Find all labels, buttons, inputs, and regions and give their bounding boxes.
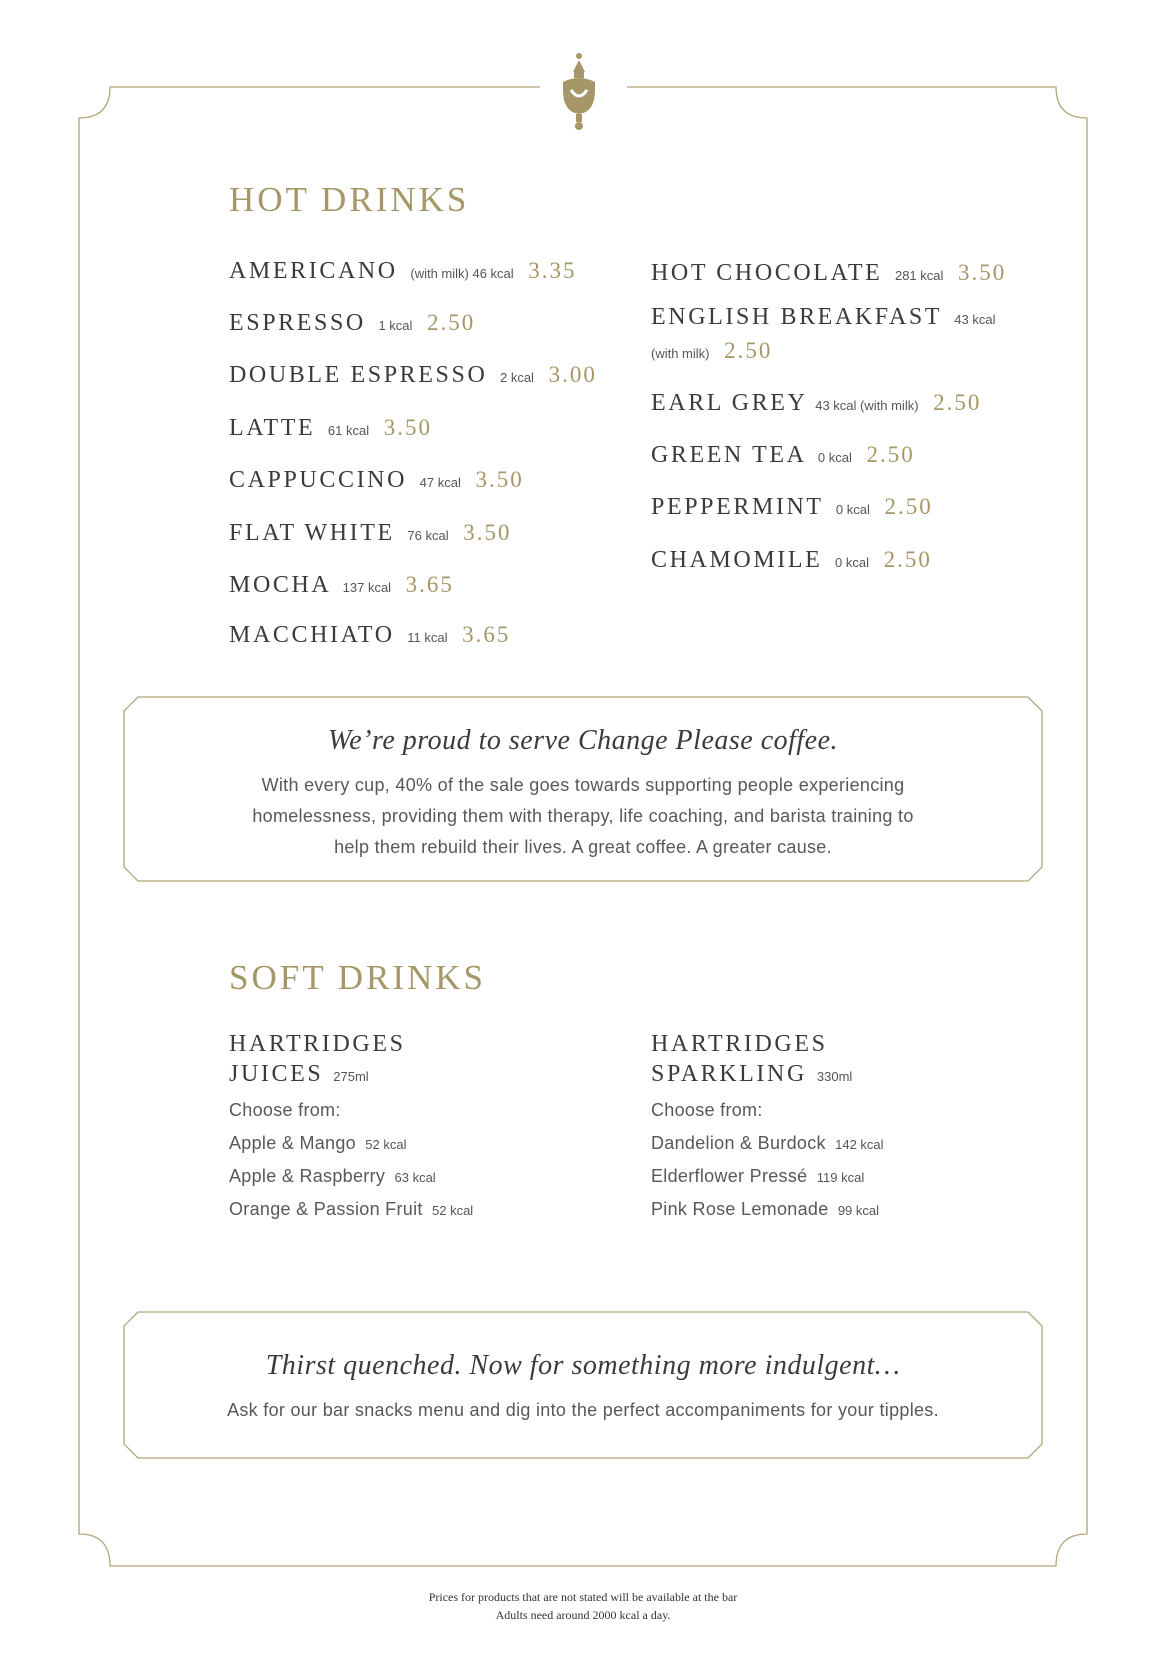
item-kcal: 1 kcal [378,318,413,333]
item-price: 3.50 [475,467,524,492]
item-name: ESPRESSO [229,310,366,336]
item-name: LATTE [229,415,316,441]
option-name: Dandelion & Burdock [651,1133,826,1153]
sparkling-title-line2 [651,1059,852,1092]
option-kcal: 63 kcal [394,1170,436,1185]
sparkling-title-word: SPARKLING [651,1061,807,1087]
item-kcal: 61 kcal [327,423,370,438]
menu-item-english-breakfast-price-line [651,336,772,369]
option-kcal: 99 kcal [837,1203,880,1218]
item-name: MOCHA [229,572,331,598]
footer-line: Adults need around 2000 kcal a day. [495,1608,671,1622]
item-price: 2.50 [933,390,982,415]
menu-item-macchiato [229,620,510,653]
item-price: 3.50 [958,260,1007,285]
menu-item-peppermint [651,492,933,525]
menu-item-americano [229,256,577,289]
item-name: PEPPERMINT [651,494,824,520]
footer-notes [0,1588,1166,1624]
item-note: (with milk) [651,346,710,361]
sparkling-size: 330ml [816,1069,853,1084]
item-name: HOT CHOCOLATE [651,260,883,286]
juice-option [229,1166,436,1187]
item-name: CHAMOMILE [651,547,823,573]
item-name: MACCHIATO [229,622,395,648]
coffee-box-line: With every cup, 40% of the sale goes towards supporting people experiencing [261,775,905,795]
item-kcal: 76 kcal [407,528,449,543]
juices-size: 275ml [333,1069,369,1084]
item-price: 3.50 [383,415,432,440]
item-name: FLAT WHITE [229,520,395,546]
item-kcal: 47 kcal [419,475,461,490]
menu-item-flat-white [229,518,511,551]
juice-option [229,1199,473,1220]
item-price: 3.35 [528,258,577,283]
item-name: AMERICANO [229,258,398,284]
option-kcal: 52 kcal [432,1203,474,1218]
juice-option [229,1133,407,1154]
item-kcal: 43 kcal (with milk) [815,398,919,413]
sparkling-option [651,1133,884,1154]
item-kcal: 0 kcal [817,450,852,465]
menu-item-espresso [229,308,475,341]
item-name: DOUBLE ESPRESSO [229,362,488,388]
snacks-box-text: Ask for our bar snacks menu and dig into the perfect accompaniments for your tipples. [227,1400,939,1420]
item-price: 2.50 [883,547,932,572]
option-name: Elderflower Pressé [651,1166,808,1186]
footer-line: Prices for products that are not stated will be available at the bar [428,1590,738,1604]
menu-item-double-espresso [229,360,597,393]
option-kcal: 142 kcal [835,1137,884,1152]
item-name: EARL GREY [651,390,807,416]
juices-title-word: JUICES [229,1061,324,1087]
option-name: Orange & Passion Fruit [229,1199,423,1219]
door-knocker-icon [555,52,603,132]
menu-item-hot-chocolate [651,258,1006,291]
coffee-box-line: help them rebuild their lives. A great coffee. A greater cause. [334,837,832,857]
item-price: 2.50 [427,310,476,335]
coffee-box-line: homelessness, providing them with therapy, life coaching, and barista training to [252,806,914,826]
item-price: 2.50 [724,338,773,363]
item-price: 3.65 [462,622,511,647]
item-kcal: 0 kcal [835,555,869,570]
item-kcal: 2 kcal [499,370,534,385]
item-kcal: 281 kcal [894,268,944,283]
option-kcal: 52 kcal [365,1137,407,1152]
menu-item-cappuccino [229,465,524,498]
snacks-box-border [124,1312,1042,1458]
menu-item-chamomile [651,545,932,578]
item-kcal: (with milk) 46 kcal [410,266,514,281]
option-name: Pink Rose Lemonade [651,1199,829,1219]
coffee-box-title: We’re proud to serve Change Please coffee. [327,725,839,756]
sparkling-option [651,1166,864,1187]
item-kcal: 137 kcal [342,580,392,595]
menu-item-mocha [229,570,454,603]
coffee-box-text [183,770,983,863]
item-price: 3.65 [405,572,454,597]
menu-item-earl-grey [651,388,981,421]
juices-choose: Choose from: [229,1100,341,1120]
menu-item-latte [229,413,432,446]
soft-drinks-heading: SOFT DRINKS [229,958,486,997]
item-name: CAPPUCCINO [229,467,408,493]
sparkling-title [651,1029,852,1092]
juices-title [229,1029,406,1092]
item-price: 3.00 [548,362,597,387]
sparkling-option [651,1199,879,1220]
hot-drinks-heading: HOT DRINKS [229,180,470,219]
item-price: 3.50 [463,520,512,545]
juices-title-line2 [229,1059,406,1092]
item-kcal: 0 kcal [835,502,870,517]
item-kcal: 43 kcal [954,312,996,327]
option-name: Apple & Mango [229,1133,356,1153]
option-kcal: 119 kcal [816,1170,865,1185]
item-name: GREEN TEA [651,442,806,468]
juices-title-line: HARTRIDGES [229,1031,406,1057]
menu-item-english-breakfast [651,302,995,335]
sparkling-choose: Choose from: [651,1100,763,1120]
sparkling-title-line: HARTRIDGES [651,1031,828,1057]
item-name: ENGLISH BREAKFAST [651,304,942,330]
snacks-box-title: Thirst quenched. Now for something more indulgent… [265,1350,901,1381]
item-price: 2.50 [866,442,915,467]
option-name: Apple & Raspberry [229,1166,386,1186]
item-price: 2.50 [884,494,933,519]
item-kcal: 11 kcal [407,630,448,645]
menu-item-green-tea [651,440,915,473]
